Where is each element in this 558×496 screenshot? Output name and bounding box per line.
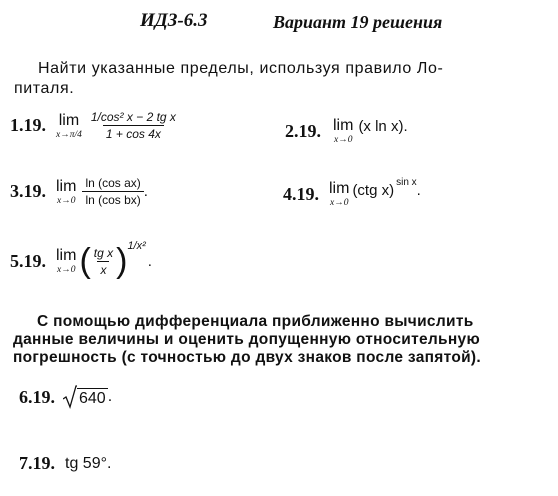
fraction-denominator: x [97, 261, 109, 277]
right-parenthesis: ) [116, 242, 128, 280]
exponent: 1/x² [127, 240, 146, 252]
fraction-numerator: 1/cos² x − 2 tg x [90, 110, 176, 124]
limit-fraction [88, 110, 179, 141]
problem-number: 3.19. [10, 181, 46, 201]
radical-sign-icon [63, 385, 77, 409]
intro-line-2: питаля. [14, 80, 75, 97]
problem-4-19 [283, 176, 421, 208]
problem-7-19 [19, 453, 111, 474]
problem-number: 4.19. [283, 183, 319, 204]
problem-6-19 [19, 385, 112, 409]
expression-tail: . [416, 181, 421, 199]
limit-fraction [91, 246, 116, 277]
limit-fraction [82, 176, 143, 207]
square-root [63, 385, 108, 409]
problem-number: 1.19. [10, 115, 46, 135]
intro-line-1: Найти указанные пределы, используя правило Ло- [38, 60, 444, 77]
left-parenthesis: ( [79, 242, 91, 280]
expression: tg 59°. [65, 454, 112, 472]
limit-expression: (x ln x). [358, 117, 408, 135]
problem-number: 6.19. [19, 386, 55, 407]
limit-operator: lim x→0 [56, 177, 77, 206]
exponent: sin x [396, 176, 417, 188]
expression-tail: . [107, 388, 113, 405]
problem-5-19 [10, 240, 152, 280]
fraction-denominator: ln (cos bx) [82, 191, 143, 207]
fraction-numerator: tg x [93, 245, 114, 260]
problem-1-19 [10, 110, 179, 141]
document-title: ИДЗ-6.3 [140, 10, 208, 31]
problem-2-19 [285, 117, 408, 145]
problem-number: 5.19. [10, 250, 46, 271]
limit-operator: lim x→0 [333, 117, 354, 145]
expression-tail: . [143, 183, 148, 200]
limit-operator: lim x→0 [329, 180, 350, 208]
fraction-numerator: ln (cos ax) [85, 176, 141, 190]
problem-number: 2.19. [285, 120, 321, 141]
fraction-denominator: 1 + cos 4x [103, 125, 164, 141]
expression-tail: . [147, 252, 152, 270]
limit-operator: lim x→0 [56, 247, 77, 275]
problem-number: 7.19. [19, 453, 55, 473]
limit-operator: lim x→π/4 [56, 111, 82, 140]
problem-3-19 [10, 176, 148, 207]
section2-line-1: С помощью дифференциала приближенно вычислить [37, 313, 474, 330]
radicand: 640 [79, 390, 106, 407]
section2-line-2: данные величины и оценить допущенную относительную [13, 331, 480, 348]
variant-label: Вариант 19 решения [273, 12, 443, 32]
limit-expression: (ctg x) [352, 181, 395, 199]
section2-line-3: погрешность (с точностью до двух знаков после запятой). [13, 349, 481, 366]
